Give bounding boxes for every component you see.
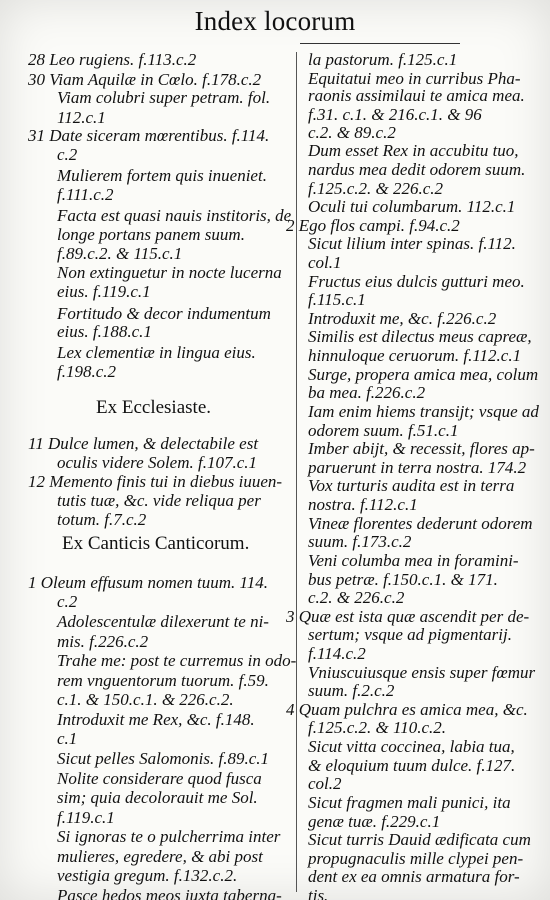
column-divider <box>296 52 297 892</box>
index-entry: 30 Viam Aquilæ in Cœlo. f.178.c.2 <box>28 70 262 89</box>
index-entry: Facta est quasi nauis institoris, de <box>57 206 292 225</box>
index-entry: sertum; vsque ad pigmentarij. <box>308 625 512 644</box>
index-entry: Iam enim hiems transijt; vsque ad <box>308 402 539 421</box>
index-entry: col.1 <box>308 253 342 272</box>
index-entry: 4 Quam pulchra es amica mea, &c. <box>286 700 528 719</box>
section-heading: Ex Canticis Canticorum. <box>62 533 250 554</box>
index-entry: 2 Ego flos campi. f.94.c.2 <box>286 216 460 235</box>
index-entry: 3 Quæ est ista quæ ascendit per de- <box>286 607 530 626</box>
index-entry: 112.c.1 <box>57 108 106 127</box>
index-entry: ba mea. f.226.c.2 <box>308 383 426 402</box>
index-entry: Adolescentulæ dilexerunt te ni- <box>57 612 269 631</box>
index-entry: f.119.c.1 <box>57 808 115 827</box>
index-entry: 31 Date siceram mœrentibus. f.114. <box>28 126 270 145</box>
index-entry: & eloquium tuum dulce. f.127. <box>308 756 516 775</box>
index-entry: f.125.c.2. & 226.c.2 <box>308 179 444 198</box>
index-entry: Surge, propera amica mea, colum <box>308 365 539 384</box>
index-entry: bus petræ. f.150.c.1. & 171. <box>308 570 498 589</box>
index-entry: vestigia gregum. f.132.c.2. <box>57 866 238 885</box>
index-entry: Non extinguetur in nocte lucerna <box>57 263 282 282</box>
index-entry: 28 Leo rugiens. f.113.c.2 <box>28 50 197 69</box>
index-entry: Sicut lilium inter spinas. f.112. <box>308 234 516 253</box>
index-entry: c.2 <box>57 145 78 164</box>
index-entry: sim; quia decolorauit me Sol. <box>57 788 258 807</box>
index-entry: Vox turturis audita est in terra <box>308 476 515 495</box>
index-entry: eius. f.188.c.1 <box>57 322 152 341</box>
index-entry: Introduxit me, &c. f.226.c.2 <box>308 309 497 328</box>
index-entry: Pasce hedos meos iuxta taberna- <box>57 886 282 900</box>
index-entry: 11 Dulce lumen, & delectabile est <box>28 434 259 453</box>
index-entry: Fructus eius dulcis gutturi meo. <box>308 272 525 291</box>
index-entry: Veni columba mea in foramini- <box>308 551 519 570</box>
index-entry: Vineæ florentes dederunt odorem <box>308 514 533 533</box>
index-entry: Sicut fragmen mali punici, ita <box>308 793 511 812</box>
index-entry: Introduxit me Rex, &c. f.148. <box>57 710 255 729</box>
index-entry: suum. f.2.c.2 <box>308 681 395 700</box>
index-entry: totum. f.7.c.2 <box>57 510 147 529</box>
index-entry: odorem suum. f.51.c.1 <box>308 421 459 440</box>
index-entry: Vniuscuiusque ensis super fœmur <box>308 663 536 682</box>
index-entry: f.115.c.1 <box>308 290 366 309</box>
index-entry: Fortitudo & decor indumentum <box>57 304 271 323</box>
index-entry: mis. f.226.c.2 <box>57 632 149 651</box>
index-entry: longe portans panem suum. <box>57 225 245 244</box>
index-entry: f.111.c.2 <box>57 185 114 204</box>
index-entry: c.2. & 226.c.2 <box>308 588 405 607</box>
title-rule <box>300 43 460 44</box>
index-entry: Dum esset Rex in accubitu tuo, <box>308 141 519 160</box>
page-title: Index locorum <box>194 6 356 36</box>
index-entry: dent ex ea omnis armatura for- <box>308 867 520 886</box>
index-entry: eius. f.119.c.1 <box>57 282 151 301</box>
index-entry: Nolite considerare quod fusca <box>57 769 262 788</box>
index-entry: f.114.c.2 <box>308 644 366 663</box>
index-entry: nostra. f.112.c.1 <box>308 495 418 514</box>
index-entry: Oculi tui columbarum. 112.c.1 <box>308 197 516 216</box>
index-entry: suum. f.173.c.2 <box>308 532 412 551</box>
index-entry: col.2 <box>308 774 342 793</box>
index-entry: Equitatui meo in curribus Pha- <box>308 69 521 88</box>
section-heading: Ex Ecclesiaste. <box>96 397 212 418</box>
index-entry: tis. <box>308 886 329 900</box>
index-entry: Sicut turris Dauid ædificata cum <box>308 830 531 849</box>
index-entry: nardus mea dedit odorem suum. <box>308 160 526 179</box>
index-entry: oculis videre Solem. f.107.c.1 <box>57 453 258 472</box>
index-entry: Mulierem fortem quis inueniet. <box>57 166 267 185</box>
index-entry: Lex clementiæ in lingua eius. <box>57 343 256 362</box>
index-entry: f.198.c.2 <box>57 362 117 381</box>
index-entry: la pastorum. f.125.c.1 <box>308 50 458 69</box>
index-entry: hinnuloque ceruorum. f.112.c.1 <box>308 346 522 365</box>
index-entry: tutis tuæ, &c. vide reliqua per <box>57 491 261 510</box>
index-entry: Trahe me: post te curremus in odo- <box>57 651 297 670</box>
index-entry: rem vnguentorum tuorum. f.59. <box>57 671 269 690</box>
index-entry: Sicut pelles Salomonis. f.89.c.1 <box>57 749 270 768</box>
index-entry: f.125.c.2. & 110.c.2. <box>308 718 447 737</box>
index-entry: paruerunt in terra nostra. 174.2 <box>308 458 527 477</box>
index-entry: mulieres, egredere, & abi post <box>57 847 263 866</box>
index-entry: Viam colubri super petram. fol. <box>57 88 271 107</box>
index-entry: f.89.c.2. & 115.c.1 <box>57 244 183 263</box>
index-entry: Sicut vitta coccinea, labia tua, <box>308 737 515 756</box>
index-entry: c.1 <box>57 729 78 748</box>
index-entry: propugnaculis mille clypei pen- <box>308 849 524 868</box>
index-entry: Similis est dilectus meus capreæ, <box>308 327 532 346</box>
index-entry: c.2 <box>57 592 78 611</box>
index-entry: 12 Memento finis tui in diebus iuuen- <box>28 472 283 491</box>
index-entry: Imber abijt, & recessit, flores ap- <box>308 439 535 458</box>
index-entry: 1 Oleum effusum nomen tuum. 114. <box>28 573 269 592</box>
index-entry: c.1. & 150.c.1. & 226.c.2. <box>57 690 234 709</box>
index-entry: Si ignoras te o pulcherrima inter <box>57 827 281 846</box>
index-entry: c.2. & 89.c.2 <box>308 123 396 142</box>
index-entry: raonis assimilaui te amica mea. <box>308 86 525 105</box>
index-entry: f.31. c.1. & 216.c.1. & 96 <box>308 105 482 124</box>
index-entry: genæ tuæ. f.229.c.1 <box>308 812 441 831</box>
